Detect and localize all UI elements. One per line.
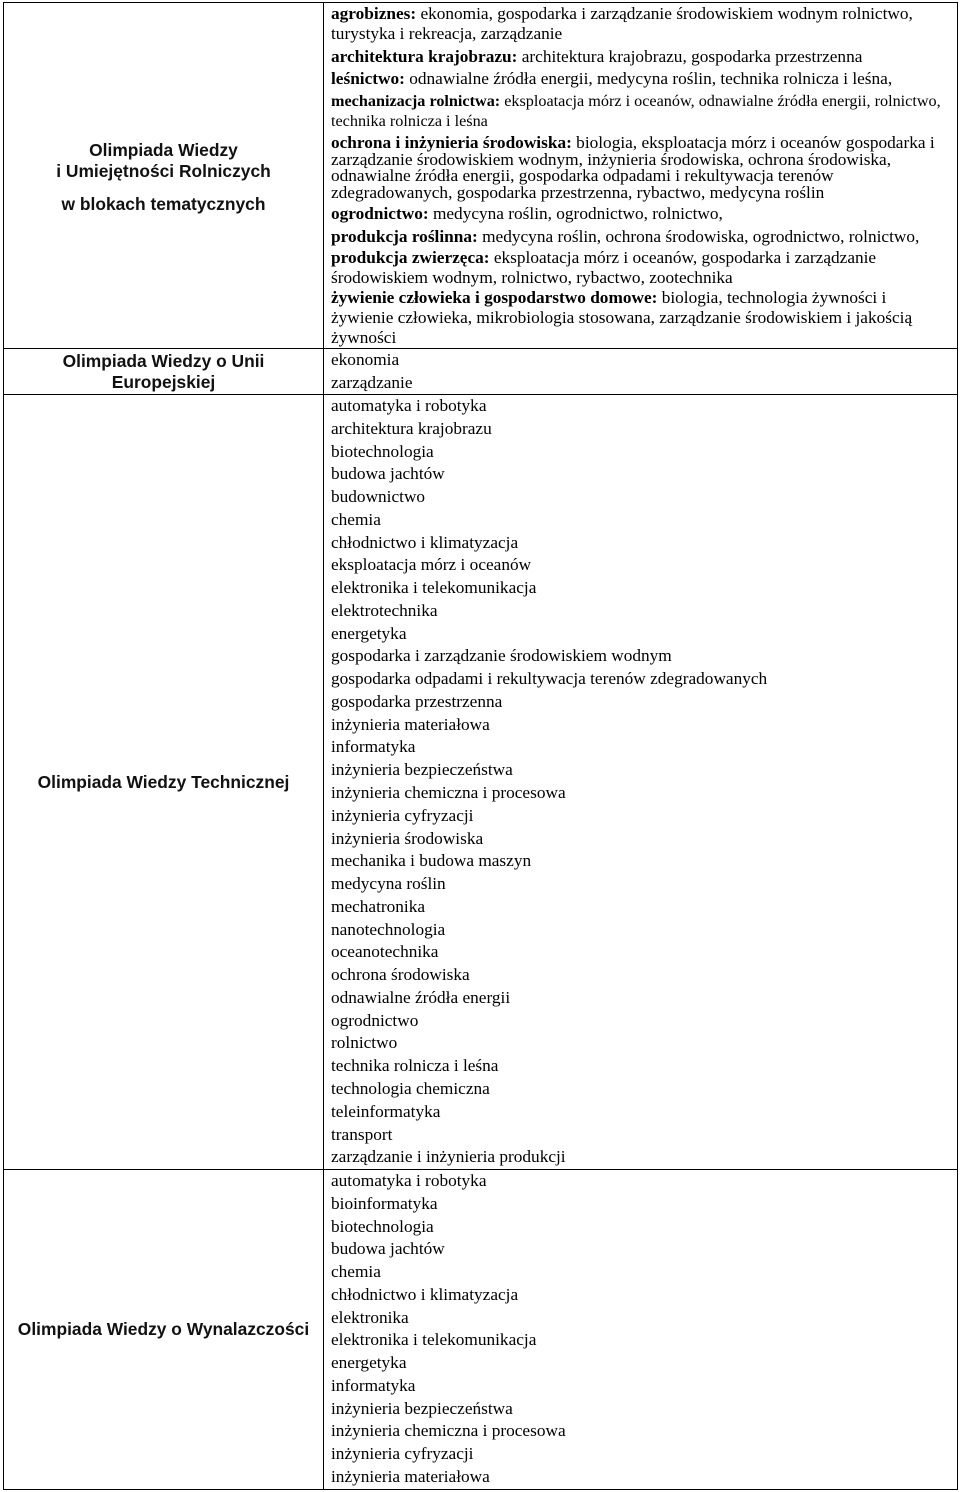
block-label: ochrona i inżynieria środowiska: [331,133,572,152]
subject-list-item: budownictwo [331,487,426,507]
block-line [331,227,957,247]
olympiad-name-line: Olimpiada Wiedzy [89,139,238,160]
subject-list-item: energetyka [331,623,407,643]
subject-list-item: inżynieria chemiczna i procesowa [331,783,566,803]
subject-list-item: inżynieria cyfryzacji [331,1444,474,1464]
block-line: zarządzanie środowiskiem wodnym, inżynieria środowiska, ochrona środowiska, [331,149,892,169]
block-line [331,4,957,24]
subject-list-item: automatyka i robotyka [331,1171,487,1190]
olympiad-name-line: i Umiejętności Rolniczych [56,160,271,181]
olympiad-name-line: Olimpiada Wiedzy o Unii [62,350,265,371]
block-line [331,47,957,67]
thematic-block [331,135,957,201]
subject-list-item: elektrotechnika [331,600,438,620]
subject-list-item: chłodnictwo i klimatyzacja [331,532,519,552]
thematic-block [331,4,957,44]
thematic-block [331,47,957,67]
thematic-block [331,204,957,224]
block-label: ogrodnictwo: [331,204,429,223]
thematic-block [331,91,957,131]
subject-list [331,395,957,1169]
olympiad-name-cell [4,395,324,1170]
subject-list-item: nanotechnologia [331,919,446,939]
subject-list-item: automatyka i robotyka [331,396,487,415]
subject-list-item: ogrodnictwo [331,1010,419,1030]
subject-list-item: technologia chemiczna [331,1078,490,1098]
block-line [331,91,957,111]
thematic-blocks [331,4,957,348]
subject-list-item: inżynieria materiałowa [331,714,490,734]
block-text: biologia, technologia żywności i [661,288,887,307]
subject-list-item: budowa jachtów [331,1239,445,1259]
subject-list-item: biotechnologia [331,441,434,461]
subject-list-item: elektronika i telekomunikacja [331,1330,537,1350]
block-label: mechanizacja rolnictwa: [331,92,501,110]
block-line [331,69,957,89]
subject-list-item: chłodnictwo i klimatyzacja [331,1284,519,1304]
block-label: architektura krajobrazu: [331,47,518,66]
block-text: medycyna roślin, ochrona środowiska, ogrodnictwo, rolnictwo, [482,227,920,246]
subject-list-item: gospodarka przestrzenna [331,691,503,711]
olympiad-name [63,351,265,393]
block-line: technika rolnicza i leśna [331,112,488,130]
thematic-block [331,69,957,89]
block-line: żywności [331,328,397,347]
block-line: odnawialne źródła energii, gospodarka odpadami i rekultywacja terenów [331,166,834,185]
subject-list [331,349,957,394]
block-label: produkcja zwierzęca: [331,248,490,267]
subject-list-item: mechatronika [331,896,426,916]
subject-list-item: zarządzanie [331,372,413,392]
subject-list-item: inżynieria chemiczna i procesowa [331,1421,566,1441]
subject-list-item: biotechnologia [331,1216,434,1236]
olympiad-name [38,772,290,793]
olympiad-name-cell [4,1170,324,1490]
olympiad-name-note: w blokach tematycznych [61,193,266,214]
block-label: produkcja roślinna: [331,227,478,246]
subject-list-item: informatyka [331,1375,416,1395]
subject-list-item: chemia [331,509,381,529]
subject-list-item: oceanotechnika [331,942,439,962]
thematic-block [331,248,957,288]
olympiad-name-line: Olimpiada Wiedzy Technicznej [37,771,290,792]
subject-list-item: inżynieria materiałowa [331,1466,490,1486]
subject-list-item: chemia [331,1262,381,1282]
subject-list-item: zarządzanie i inżynieria produkcji [331,1147,566,1167]
subject-list-item: gospodarka odpadami i rekultywacja terenów zdegradowanych [331,669,768,689]
subject-list-item: elektronika i telekomunikacja [331,578,537,598]
block-text: eksploatacja mórz i oceanów, odnawialne źródła energii, rolnictwo, [504,92,941,110]
block-text: biologia, eksploatacja mórz i oceanów gospodarka i [576,133,935,152]
subject-list-item: gospodarka i zarządzanie środowiskiem wodnym [331,646,672,666]
subject-list-item: informatyka [331,737,416,757]
olympiad-name-line: Olimpiada Wiedzy o Wynalazczości [17,1319,310,1339]
block-line [331,248,957,268]
subject-list-item: transport [331,1124,393,1144]
olympiad-name-cell [4,349,324,395]
subject-list-item: rolnictwo [331,1033,398,1053]
block-text: odnawialne źródła energii, medycyna roślin, technika rolnicza i leśna, [409,69,893,88]
block-text: ekonomia, gospodarka i zarządzanie środowiskiem wodnym rolnictwo, [420,4,913,23]
olympiad-name-line: Europejskiej [111,371,216,392]
subject-list-item: budowa jachtów [331,464,445,484]
thematic-block [331,288,957,348]
block-line: środowiskiem wodnym, rolnictwo, rybactwo, zootechnika [331,268,733,287]
subject-list-item: inżynieria cyfryzacji [331,805,474,825]
subject-list-item: inżynieria bezpieczeństwa [331,760,513,780]
subject-list-item: ochrona środowiska [331,965,470,985]
block-line: żywienie człowieka, mikrobiologia stosowana, zarządzanie środowiskiem i jakością [331,308,913,327]
olympiad-name [56,140,271,182]
subject-list-item: odnawialne źródła energii [331,987,511,1007]
subject-list-item: technika rolnicza i leśna [331,1056,499,1076]
olympiad-subjects-cell [324,395,958,1170]
olympiad-subjects-cell [324,349,958,395]
subject-list-item: energetyka [331,1353,407,1373]
block-line: zdegradowanych, gospodarka przestrzenna, rybactwo, medycyna roślin [331,182,825,202]
olympiad-name-cell [4,3,324,349]
subject-list [331,1170,957,1489]
olympiad-subjects-cell [324,3,958,349]
subject-list-item: eksploatacja mórz i oceanów [331,555,532,575]
block-label: żywienie człowieka i gospodarstwo domowe: [331,288,658,307]
subject-list-item: elektronika [331,1307,409,1327]
block-line [331,288,957,308]
olympiad-name [18,1319,309,1340]
block-label: agrobiznes: [331,4,417,23]
subject-list-item: teleinformatyka [331,1101,441,1121]
subject-list-item: medycyna roślin [331,874,446,894]
subject-list-item: bioinformatyka [331,1193,438,1213]
block-label: leśnictwo: [331,69,405,88]
block-text: architektura krajobrazu, gospodarka przestrzenna [521,47,863,66]
subject-list-item: mechanika i budowa maszyn [331,851,532,871]
olympiad-subjects-table [3,2,958,1490]
thematic-block [331,227,957,247]
block-line: turystyka i rekreacja, zarządzanie [331,24,563,43]
block-text: medycyna roślin, ogrodnictwo, rolnictwo, [432,204,723,223]
subject-list-item: ekonomia [331,350,400,369]
subject-list-item: inżynieria środowiska [331,828,484,848]
block-text: eksploatacja mórz i oceanów, gospodarka i zarządzanie [493,248,877,267]
subject-list-item: inżynieria bezpieczeństwa [331,1398,513,1418]
block-line [331,204,957,224]
olympiad-subjects-cell [324,1170,958,1490]
subject-list-item: architektura krajobrazu [331,418,492,438]
